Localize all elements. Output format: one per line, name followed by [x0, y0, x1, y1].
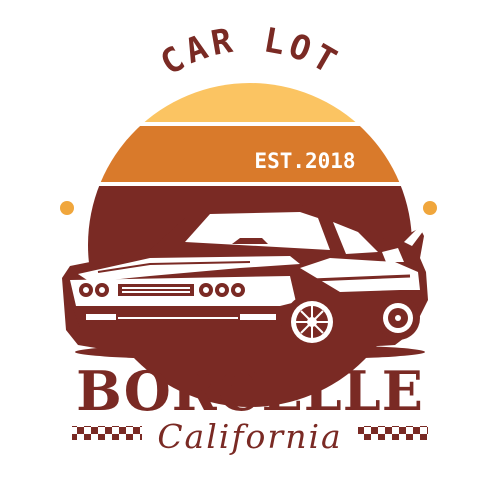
checker-right — [358, 426, 428, 440]
checker-left — [72, 426, 142, 440]
right-dot — [423, 201, 437, 215]
headlights-right — [199, 283, 245, 297]
established-label: EST.2018 — [254, 149, 356, 173]
rear-wheel — [376, 296, 420, 340]
grille — [118, 284, 194, 296]
fog-light-left — [86, 314, 116, 320]
grille-bar — [122, 291, 190, 293]
front-wheel — [284, 294, 340, 350]
sun-stripe-orange — [80, 126, 420, 182]
car-shadow — [75, 344, 425, 360]
brand-name: BORCELLE — [76, 359, 424, 423]
grille-bar — [122, 287, 190, 289]
fog-light-right — [240, 314, 276, 320]
left-dot — [60, 201, 74, 215]
arc-title-text: CAR LOT — [153, 19, 347, 84]
arc-title — [154, 20, 347, 84]
sun-stripe-yellow — [80, 80, 420, 122]
location-label: California — [157, 417, 343, 456]
